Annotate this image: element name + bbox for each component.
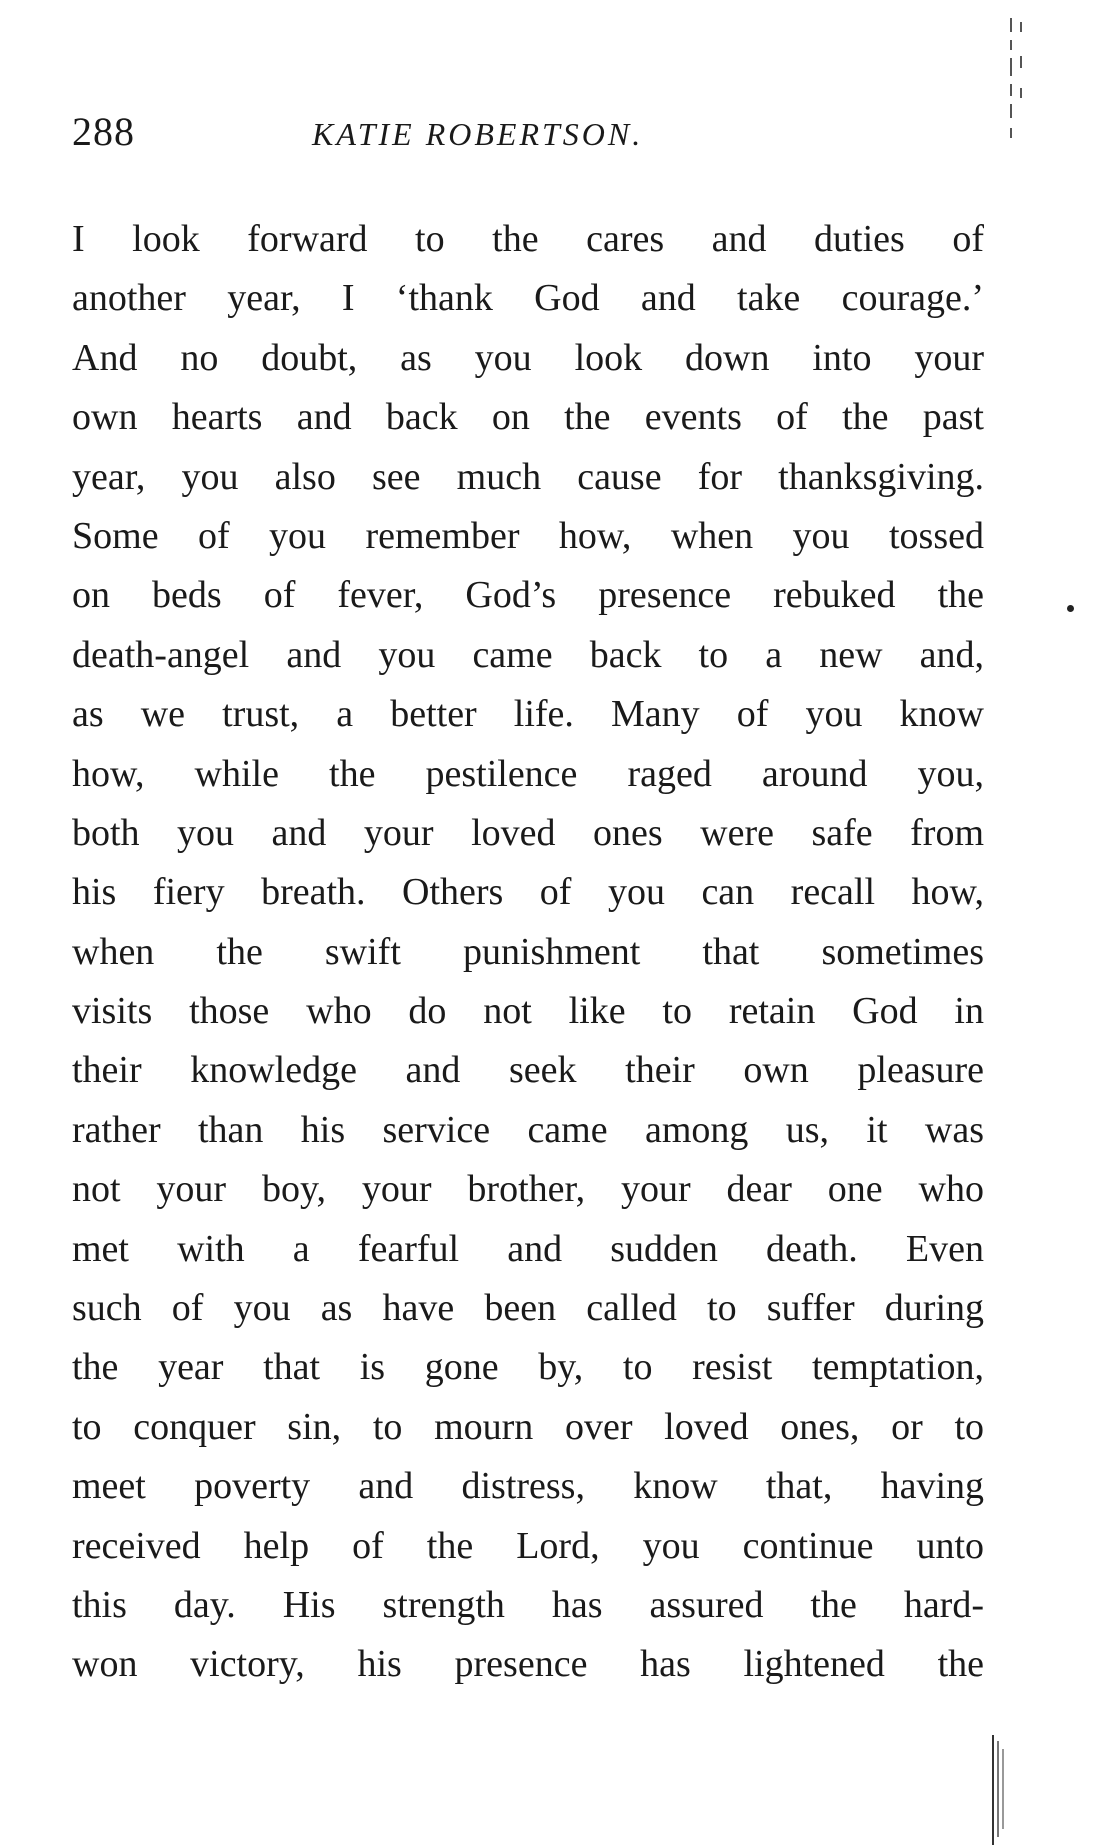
text-line: his fiery breath. Others of you can recall how,: [72, 871, 984, 914]
text-line: not your boy, your brother, your dear one who: [72, 1168, 984, 1211]
text-line: meet poverty and distress, know that, having: [72, 1465, 984, 1508]
scan-edge-marks-bottom: [992, 1735, 1006, 1845]
text-line: And no doubt, as you look down into your: [72, 336, 984, 379]
text-line: another year, I ‘thank God and take courage.’: [72, 277, 984, 320]
text-line: their knowledge and seek their own pleasure: [72, 1049, 984, 1092]
text-line: such of you as have been called to suffer during: [72, 1287, 984, 1330]
text-line: as we trust, a better life. Many of you know: [72, 693, 984, 736]
text-line: Some of you remember how, when you tossed: [72, 514, 984, 557]
text-line: year, you also see much cause for thanksgiving.: [72, 455, 984, 498]
text-line: met with a fearful and sudden death. Even: [72, 1227, 984, 1270]
running-head: KATIE ROBERTSON.: [312, 116, 644, 152]
text-line: received help of the Lord, you continue unto: [72, 1524, 984, 1567]
text-line: I look forward to the cares and duties of: [72, 218, 984, 260]
text-line: won victory, his presence has lightened the: [72, 1643, 984, 1686]
text-line: visits those who do not like to retain God in: [72, 990, 984, 1033]
text-line: this day. His strength has assured the hard-: [72, 1583, 984, 1626]
text-line: own hearts and back on the events of the past: [72, 396, 984, 439]
text-line: the year that is gone by, to resist temptation,: [72, 1346, 984, 1389]
text-line: when the swift punishment that sometimes: [72, 930, 984, 973]
text-line: how, while the pestilence raged around you,: [72, 752, 984, 795]
page-header: [72, 108, 992, 168]
text-line: rather than his service came among us, it was: [72, 1108, 984, 1151]
text-line: on beds of fever, God’s presence rebuked the: [72, 574, 984, 617]
text-line: both you and your loved ones were safe from: [72, 811, 984, 854]
margin-dot: [1067, 605, 1074, 612]
scan-edge-marks-top: [1008, 18, 1030, 140]
body-text: [72, 210, 984, 1695]
text-line: death-angel and you came back to a new and,: [72, 633, 984, 676]
text-line: to conquer sin, to mourn over loved ones, or to: [72, 1405, 984, 1448]
page-number: 288: [72, 109, 135, 154]
